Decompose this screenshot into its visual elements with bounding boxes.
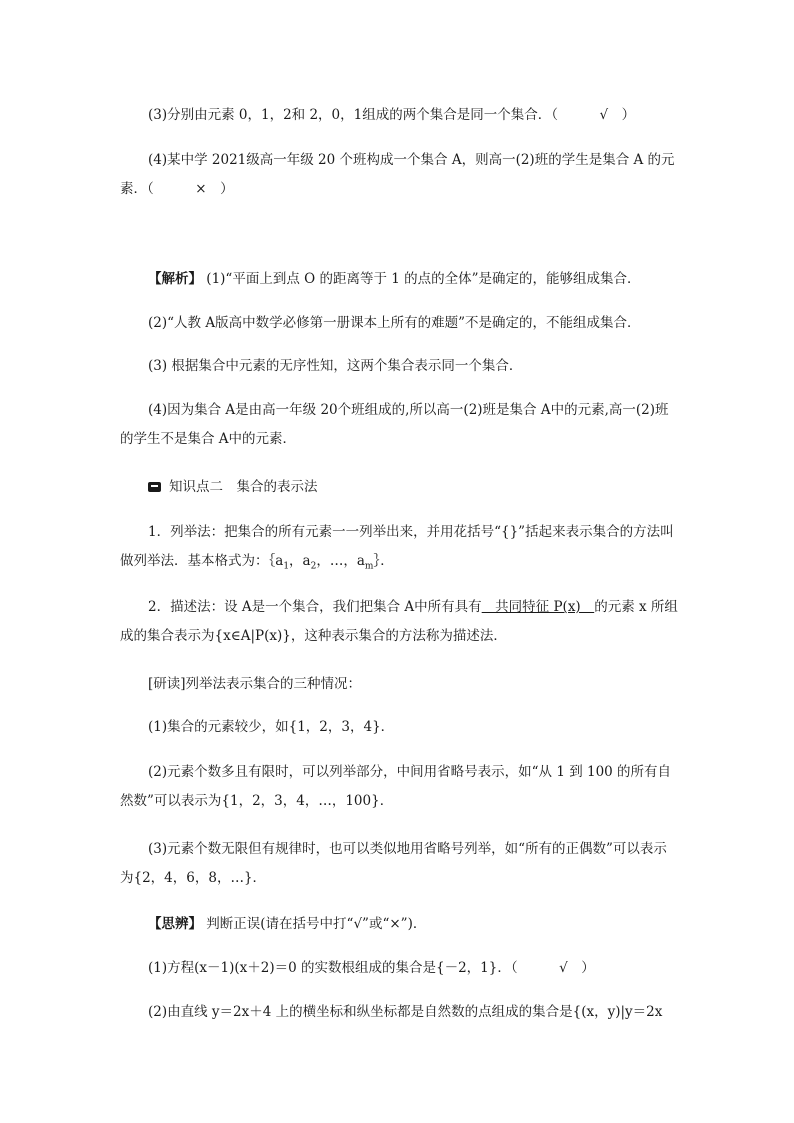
enum-prefix: 1．列举法：把集合的所有元素一一列举出来，并用花括号“{}”括起来表示集合的方法叫做列举法．基本格式为：｛a bbox=[120, 524, 674, 569]
exercise-4-text: (4)某中学 2021级高一年级 20 个班构成一个集合 A，则高一(2)班的学生是集合 A 的元素．（ bbox=[120, 152, 675, 197]
desc-prefix: 2．描述法：设 A是一个集合，我们把集合 A中所有具有 bbox=[148, 599, 482, 615]
answer-mark-3: √ bbox=[599, 107, 609, 123]
judge-text: 判断正误(请在括号中打“√”或“×”)． bbox=[202, 916, 427, 932]
desc-suffix: 的元素 x 所组成的集合表示为{x∈A|P(x)}，这种表示集合的方法称为描述法． bbox=[120, 599, 678, 644]
enum-c2: ，…，a bbox=[316, 553, 365, 569]
judge-q1-text: (1)方程(x－1)(x＋2)＝0 的实数根组成的集合是{－2，1}．（ bbox=[148, 960, 518, 976]
analysis-label: 【解析】 bbox=[148, 271, 202, 287]
exercise-4-end: ） bbox=[220, 181, 234, 197]
enum-sub-m: m bbox=[364, 561, 374, 572]
exercise-4 bbox=[120, 146, 680, 204]
enum-end: ｝． bbox=[373, 553, 394, 569]
enum-c1: ，a bbox=[289, 553, 311, 569]
study-case-2: (2)元素个数多且有限时，可以列举部分，中间用省略号表示，如“从 1 到 100 的所有自然数”可以表示为{1，2，3，4，…，100}． bbox=[120, 764, 672, 809]
section-title: 知识点二 集合的表示法 bbox=[169, 479, 318, 495]
judge-label: 【思辨】 bbox=[148, 916, 202, 932]
analysis-line-1 bbox=[120, 265, 680, 294]
description-method bbox=[120, 593, 680, 651]
exercise-3-text: (3)分别由元素 0，1，2和 2，0，1组成的两个集合是同一个集合．（ bbox=[148, 107, 558, 123]
judge-heading bbox=[120, 910, 680, 939]
judge-q1-mark: √ bbox=[559, 960, 568, 976]
judge-question-2: (2)由直线 y＝2x＋4 上的横坐标和纵坐标都是自然数的点组成的集合是{(x，y)|y＝2x bbox=[148, 1004, 663, 1020]
study-case-3: (3)元素个数无限但有规律时，也可以类似地用省略号列举，如“所有的正偶数”可以表示为{2，4，6，8，…}． bbox=[120, 841, 667, 886]
enum-sub-2: 2 bbox=[310, 561, 317, 572]
exercise-3-end: ） bbox=[621, 107, 636, 123]
enumeration-method bbox=[120, 518, 680, 582]
judge-q1-end: ） bbox=[581, 960, 595, 976]
analysis-line-4: (4)因为集合 A是由高一年级 20个班组成的,所以高一(2)班是集合 A中的元素,高一(2)班的学生不是集合 A中的元素． bbox=[120, 402, 669, 447]
enum-sub-1: 1 bbox=[283, 561, 290, 572]
analysis-line-3: (3) 根据集合中元素的无序性知，这两个集合表示同一个集合． bbox=[148, 358, 523, 374]
analysis-text-1: (1)“平面上到点 O 的距离等于 1 的点的全体”是确定的，能够组成集合． bbox=[206, 271, 641, 287]
study-title: [研读]列举法表示集合的三种情况： bbox=[148, 676, 362, 692]
study-case-1: (1)集合的元素较少，如{1，2，3，4}． bbox=[148, 719, 395, 735]
judge-question-1 bbox=[120, 954, 680, 983]
exercise-3 bbox=[120, 101, 680, 130]
answer-mark-4: × bbox=[195, 181, 207, 197]
pen-icon bbox=[148, 482, 161, 492]
desc-blank-answer: 共同特征 P(x) bbox=[481, 599, 595, 615]
section-heading bbox=[120, 473, 680, 502]
analysis-line-2: (2)“人教 A版高中数学必修第一册课本上所有的难题”不是确定的，不能组成集合． bbox=[148, 315, 641, 331]
